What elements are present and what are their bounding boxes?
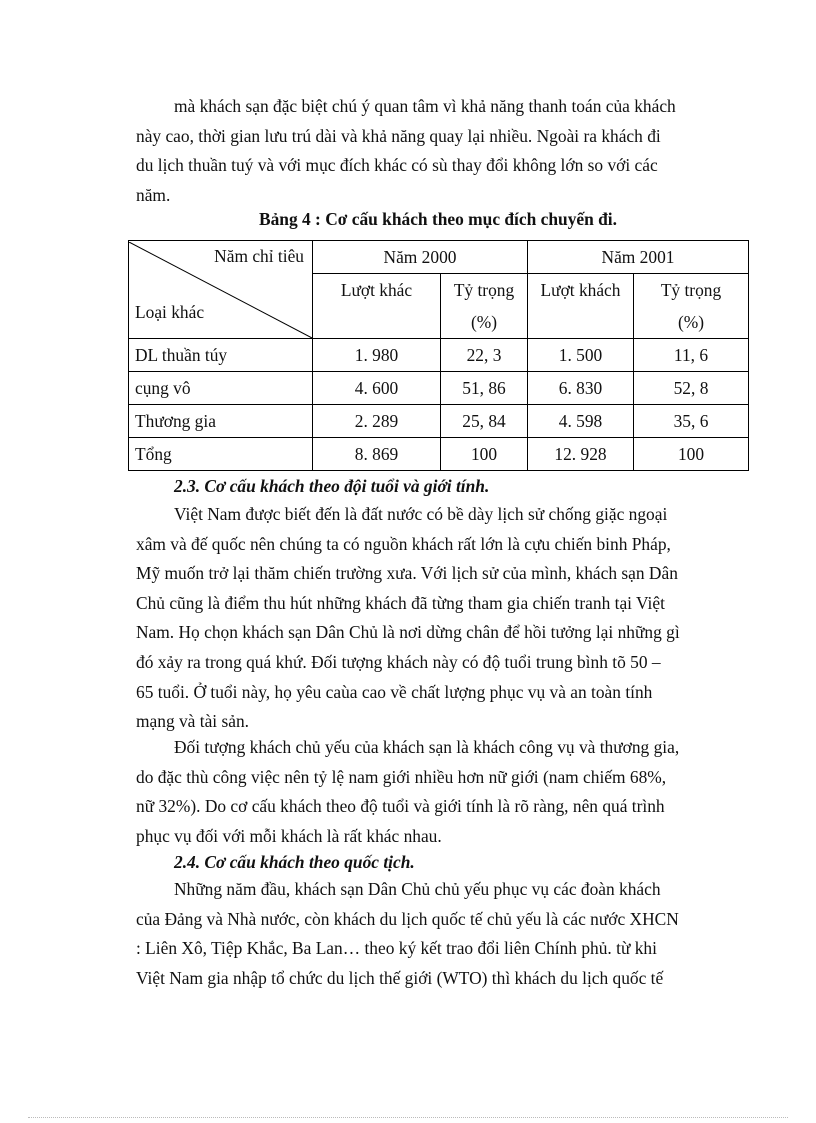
cell-luot-2001: 6. 830	[528, 372, 634, 405]
text-line: phục vụ đối với mỗi khách là rất khác nhau.	[136, 825, 442, 846]
table-row	[129, 372, 749, 405]
paragraph-2-3-b	[136, 733, 740, 851]
text-line: do đặc thù công việc nên tỷ lệ nam giới nhiều hơn nữ giới (nam chiếm 68%,	[136, 766, 667, 787]
row-label: Thương gia	[129, 405, 313, 438]
text-line: 65 tuổi. Ở tuổi này, họ yêu caùa cao về chất lượng phục vụ và an toàn tính	[136, 681, 653, 702]
text-line: Nam. Họ chọn khách sạn Dân Chủ là nơi dừng chân để hồi tưởng lại những gì	[136, 622, 680, 643]
cell-ty-2000: 100	[441, 438, 528, 471]
intro-paragraph	[136, 92, 740, 210]
table-caption: Bảng 4 : Cơ cấu khách theo mục đích chuyến đi.	[259, 209, 617, 229]
text-line: nữ 32%). Do cơ cấu khách theo độ tuổi và giới tính là rõ ràng, nên quá trình	[136, 796, 665, 817]
text-line: đó xảy ra trong quá khứ. Đối tượng khách này có độ tuổi trung bình tõ 50 –	[136, 651, 661, 672]
text-line: Chủ cũng là điểm thu hút những khách đã từng tham gia chiến tranh tại Việt	[136, 592, 665, 613]
cell-luot-2000: 4. 600	[313, 372, 441, 405]
paragraph-2-4	[136, 875, 740, 993]
text-line: Việt Nam được biết đến là đất nước có bề dày lịch sử chống giặc ngoại	[174, 504, 668, 524]
text-line: của Đảng và Nhà nước, còn khách du lịch quốc tế chủ yếu là các nước XHCN	[136, 908, 679, 929]
table-corner-cell	[129, 241, 313, 339]
cell-ty-2000: 22, 3	[441, 339, 528, 372]
row-label: cụng vô	[129, 372, 313, 405]
text-line: Việt Nam gia nhập tổ chức du lịch thế giới (WTO) thì khách du lịch quốc tế	[136, 967, 664, 988]
table-row	[129, 339, 749, 372]
cell-ty-2000: 51, 86	[441, 372, 528, 405]
cell-luot-2001: 4. 598	[528, 405, 634, 438]
cell-ty-2001: 52, 8	[634, 372, 749, 405]
guest-structure-table	[128, 240, 749, 471]
header-year-2000: Năm 2000	[313, 241, 528, 274]
table-row-total	[129, 438, 749, 471]
cell-luot-2001: 1. 500	[528, 339, 634, 372]
cell-ty-2001: 11, 6	[634, 339, 749, 372]
cell-luot-2001: 12. 928	[528, 438, 634, 471]
corner-bottom-label: Loại khác	[135, 301, 205, 322]
cell-luot-2000: 8. 869	[313, 438, 441, 471]
cell-ty-2001: 35, 6	[634, 405, 749, 438]
text-line: : Liên Xô, Tiệp Khắc, Ba Lan… theo ký kết trao đổi liên Chính phủ. từ khi	[136, 938, 657, 959]
table-row	[129, 405, 749, 438]
section-heading-2-3: 2.3. Cơ cấu khách theo đội tuổi và giới tính.	[174, 476, 490, 496]
text-line: Đối tượng khách chủ yếu của khách sạn là khách công vụ và thương gia,	[174, 737, 680, 757]
row-label: DL thuần túy	[129, 339, 313, 372]
subheader-ty-trong-2000: Tỷ trọng (%)	[441, 274, 528, 339]
text-line: năm.	[136, 184, 171, 205]
text-line: du lịch thuần tuý và với mục đích khác có sù thay đổi không lớn so với các	[136, 155, 658, 176]
row-label: Tổng	[129, 438, 313, 471]
cell-ty-2000: 25, 84	[441, 405, 528, 438]
header-year-2001: Năm 2001	[528, 241, 749, 274]
cell-luot-2000: 1. 980	[313, 339, 441, 372]
page-bottom-divider	[28, 1117, 788, 1118]
text-line: xâm và đế quốc nên chúng ta có nguồn khách rất lớn là cựu chiến binh Pháp,	[136, 533, 671, 554]
subheader-luot-2001: Lượt khách	[528, 274, 634, 339]
corner-top-label: Năm chỉ tiêu	[214, 245, 304, 266]
section-heading-2-4: 2.4. Cơ cấu khách theo quốc tịch.	[174, 852, 415, 872]
text-line: Mỹ muốn trở lại thăm chiến trường xưa. Với lịch sử của mình, khách sạn Dân	[136, 563, 678, 584]
text-line: mạng và tài sản.	[136, 711, 250, 732]
text-line: mà khách sạn đặc biệt chú ý quan tâm vì khả năng thanh toán của khách	[174, 96, 676, 116]
cell-luot-2000: 2. 289	[313, 405, 441, 438]
subheader-ty-trong-2001: Tỷ trọng (%)	[634, 274, 749, 339]
cell-ty-2001: 100	[634, 438, 749, 471]
paragraph-2-3-a	[136, 500, 740, 737]
text-line: này cao, thời gian lưu trú dài và khả năng quay lại nhiều. Ngoài ra khách đi	[136, 125, 661, 146]
text-line: Những năm đầu, khách sạn Dân Chủ chủ yếu phục vụ các đoàn khách	[174, 879, 661, 899]
subheader-luot-2000: Lượt khác	[313, 274, 441, 339]
